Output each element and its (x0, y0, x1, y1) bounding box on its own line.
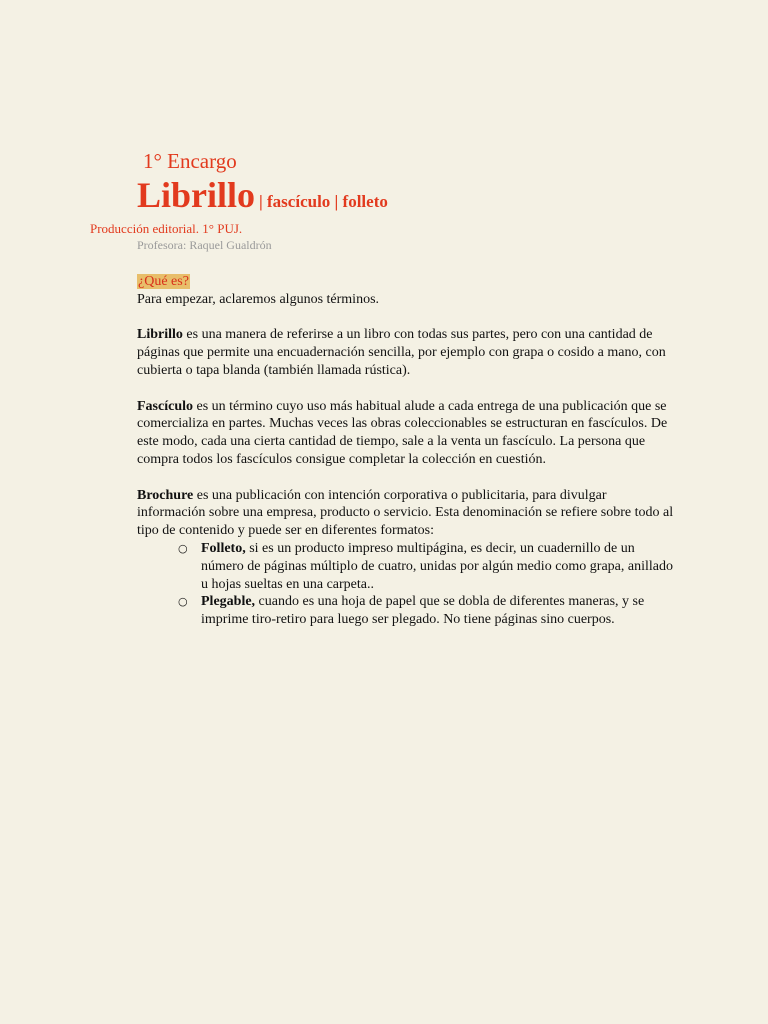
assignment-label: 1° Encargo (143, 149, 237, 173)
page-subtitle: | fascículo | folleto (259, 192, 388, 211)
spacer (137, 469, 677, 487)
section-heading-row (137, 273, 677, 291)
definition-brochure: es una publicación con intención corporativa o publicitaria, para divulgar información sobre una empresa, producto o servicio. Esta denominación se refiere sobre todo al tipo de contenido y puede ser en diferentes formatos: (137, 487, 674, 539)
intro-paragraph: Para empezar, aclaremos algunos términos. (137, 291, 380, 307)
definition-librillo: es una manera de referirse a un libro con todas sus partes, pero con una cantidad de páginas que permite una encuadernación sencilla, por ejemplo con grapa o cosido a mano, con cubierta o tapa blanda (también llamada rústica). (137, 327, 666, 378)
list-item-folleto (178, 540, 677, 593)
paragraph-librillo (137, 326, 677, 379)
term-fasciculo: Fascículo (137, 398, 193, 414)
term-librillo: Librillo (137, 327, 183, 343)
teacher-label: Profesora: Raquel Gualdrón (137, 238, 272, 252)
definition-fasciculo: es un término cuyo uso más habitual alude a cada entrega de una publicación que se comercializa en partes. Muchas veces las obras coleccionables se estructuran en fascículos. De este modo, cada una cierta cantidad de tiempo, sale a la venta un fascículo. La persona que compra todos los fascículos consigue completar la colección en cuestión. (137, 398, 668, 467)
list-item-plegable (178, 593, 677, 629)
term-folleto: Folleto, (201, 540, 246, 556)
title-row (137, 174, 388, 216)
definition-folleto: si es un producto impreso multipágina, es decir, un cuadernillo de un número de páginas múltiplo de cuatro, unidas por algún medio como grapa, anillado u hojas sueltas en una carpeta.. (201, 540, 673, 592)
paragraph-brochure (137, 487, 677, 540)
circle-bullet-icon: ○ (178, 595, 188, 609)
course-label: Producción editorial. 1° PUJ. (90, 221, 243, 236)
section-heading: ¿Qué es? (138, 274, 189, 289)
term-brochure: Brochure (137, 487, 194, 503)
paragraph-fasciculo (137, 398, 677, 469)
page-title: Librillo (137, 175, 256, 215)
definition-plegable: cuando es una hoja de papel que se dobla de diferentes maneras, y se imprime tiro-retiro para luego ser plegado. No tiene páginas sino cuerpos. (201, 594, 645, 628)
format-list (137, 540, 677, 629)
term-plegable: Plegable, (201, 594, 256, 610)
circle-bullet-icon: ○ (178, 541, 188, 555)
spacer (137, 309, 677, 327)
document-body (137, 273, 677, 629)
spacer (137, 380, 677, 398)
